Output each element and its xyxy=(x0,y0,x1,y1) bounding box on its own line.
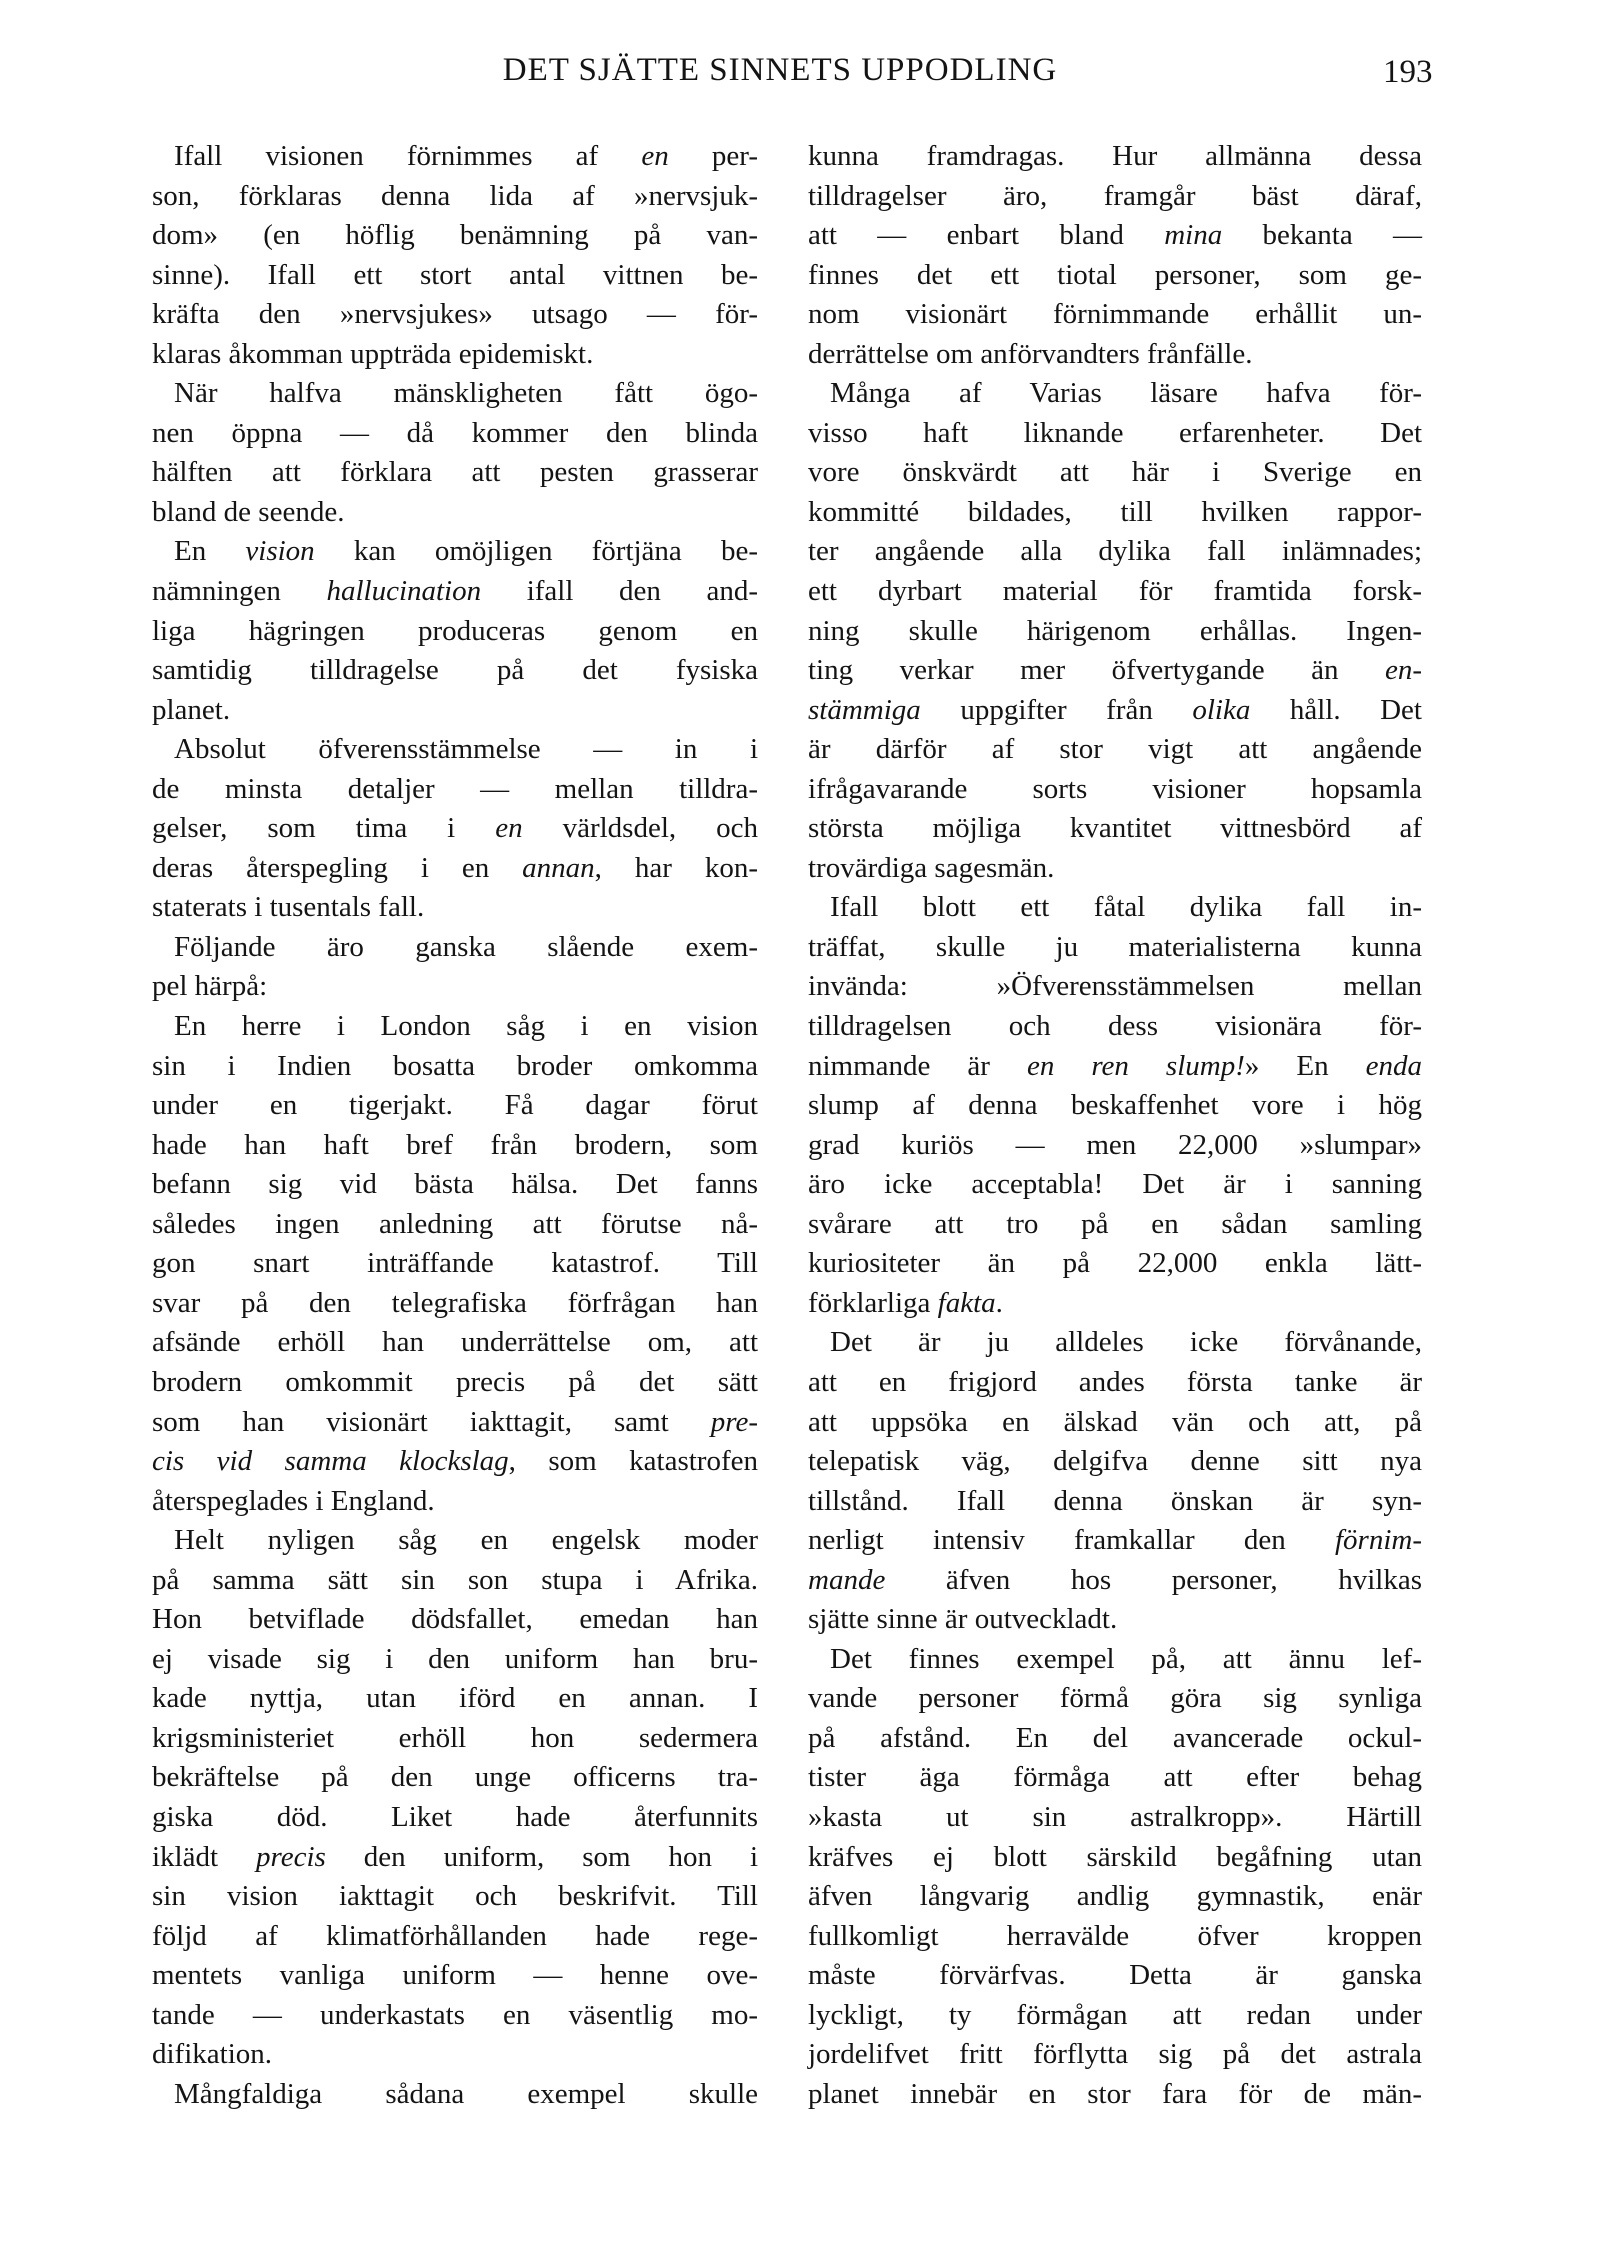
text-line xyxy=(152,1244,758,1284)
paragraph xyxy=(152,137,758,374)
text-line xyxy=(152,137,758,177)
text-line xyxy=(808,1600,1422,1640)
italic-text: en xyxy=(641,140,669,172)
text-line xyxy=(152,216,758,256)
text-line xyxy=(808,770,1422,810)
text-span: vande personer förmå göra sig synliga xyxy=(808,1682,1422,1715)
text-line xyxy=(152,374,758,414)
text-line xyxy=(152,1719,758,1759)
text-span: sin i Indien bosatta broder omkomma xyxy=(152,1049,758,1082)
text-line xyxy=(808,730,1422,770)
italic-text: fakta xyxy=(937,1286,996,1319)
page-number: 193 xyxy=(1383,54,1433,90)
text-span: » En xyxy=(1244,1049,1366,1082)
text-line xyxy=(808,1996,1422,2036)
text-span: afsände erhöll han underrättelse om, att xyxy=(152,1326,758,1359)
text-span: världsdel, och xyxy=(522,812,759,845)
text-line xyxy=(808,1047,1422,1087)
paragraph xyxy=(152,1521,758,2075)
text-line xyxy=(808,493,1422,533)
text-line xyxy=(152,493,758,533)
text-span: gon snart inträffande katastrof. Till xyxy=(152,1247,758,1280)
text-span: ting verkar mer öfvertygande än xyxy=(808,654,1385,687)
text-span: att uppsöka en älskad vän och att, på xyxy=(808,1405,1422,1438)
text-line xyxy=(152,1996,758,2036)
text-span: Helt nyligen såg en engelsk moder xyxy=(174,1524,758,1557)
text-span: finnes det ett tiotal personer, som ge- xyxy=(808,258,1422,291)
text-span: träffat, skulle ju materialisterna kunna xyxy=(808,930,1422,963)
text-line xyxy=(152,1165,758,1205)
italic-text: enda xyxy=(1365,1049,1422,1082)
text-span: deras återspegling i en xyxy=(152,851,523,884)
text-line xyxy=(152,1956,758,1996)
text-line xyxy=(808,1165,1422,1205)
text-span: tande — underkastats en väsentlig mo- xyxy=(152,1998,758,2031)
text-span: på afstånd. En del avancerade ockul- xyxy=(808,1721,1422,1754)
text-line xyxy=(152,849,758,889)
text-line xyxy=(808,1758,1422,1798)
text-span: således ingen anledning att förutse nå- xyxy=(152,1207,758,1240)
text-span: håll. Det xyxy=(1250,693,1422,726)
italic-text: olika xyxy=(1192,693,1251,726)
italic-text: förnim- xyxy=(1335,1524,1422,1557)
text-span: pel härpå: xyxy=(152,970,268,1003)
text-line xyxy=(808,967,1422,1007)
text-line xyxy=(152,1284,758,1324)
text-line xyxy=(152,928,758,968)
text-span: befann sig vid bästa hälsa. Det fanns xyxy=(152,1168,758,1201)
text-span: staterats i tusentals fall. xyxy=(152,891,425,924)
text-line xyxy=(808,849,1422,889)
text-line xyxy=(152,1086,758,1126)
text-line xyxy=(152,1323,758,1363)
text-line xyxy=(808,651,1422,691)
text-line xyxy=(808,1284,1422,1324)
text-line xyxy=(808,1442,1422,1482)
text-line xyxy=(152,1600,758,1640)
text-span: kuriositeter än på 22,000 enkla lätt- xyxy=(808,1247,1422,1280)
text-line xyxy=(808,809,1422,849)
text-span: Det finnes exempel på, att ännu lef- xyxy=(830,1642,1422,1675)
text-span: nämningen xyxy=(152,575,327,608)
text-line xyxy=(808,1640,1422,1680)
text-line xyxy=(808,888,1422,928)
text-span: sin vision iakttagit och beskrifvit. Till xyxy=(152,1880,758,1913)
text-span: klaras åkomman uppträda epidemiskt. xyxy=(152,337,594,370)
text-line xyxy=(808,928,1422,968)
text-line xyxy=(152,1482,758,1522)
paragraph xyxy=(808,137,1422,374)
text-line xyxy=(808,256,1422,296)
text-span: sjätte sinne är outveckladt. xyxy=(808,1603,1118,1636)
text-line xyxy=(808,572,1422,612)
text-span: bekräftelse på den unge officerns tra- xyxy=(152,1761,758,1794)
text-line xyxy=(808,295,1422,335)
italic-text: en ren slump! xyxy=(1026,1049,1245,1082)
paragraph xyxy=(808,888,1422,1323)
text-span: på samma sätt sin son stupa i Afrika. xyxy=(152,1563,758,1596)
paragraph xyxy=(152,2075,758,2115)
text-line xyxy=(808,1007,1422,1047)
text-span: svar på den telegrafiska förfrågan han xyxy=(152,1286,758,1319)
text-line xyxy=(808,2075,1422,2115)
text-line xyxy=(152,177,758,217)
text-span: ej visade sig i den uniform han bru- xyxy=(152,1642,758,1675)
paragraph xyxy=(152,374,758,532)
text-line xyxy=(808,1244,1422,1284)
text-line xyxy=(152,691,758,731)
text-span: liga hägringen produceras genom en xyxy=(152,614,758,647)
paragraph xyxy=(808,1640,1422,2115)
text-span: uppgifter från xyxy=(920,693,1193,726)
text-span: Absolut öfverensstämmelse — in i xyxy=(174,733,758,766)
text-line xyxy=(808,414,1422,454)
text-line xyxy=(808,1126,1422,1166)
italic-text: annan xyxy=(522,851,595,884)
text-line xyxy=(808,1403,1422,1443)
text-line xyxy=(152,453,758,493)
text-span: sinne). Ifall ett stort antal vittnen be- xyxy=(152,258,758,291)
text-line xyxy=(808,137,1422,177)
text-line xyxy=(152,809,758,849)
text-span: grad kuriös — men 22,000 »slumpar» xyxy=(808,1128,1422,1161)
text-span: . xyxy=(995,1286,1003,1319)
text-span: vore önskvärdt att här i Sverige en xyxy=(808,456,1422,489)
text-line xyxy=(152,2035,758,2075)
text-span: trovärdiga sagesmän. xyxy=(808,851,1055,884)
text-span: per- xyxy=(668,140,758,172)
text-span: son, förklaras denna lida af »nervsjuk- xyxy=(152,179,758,212)
text-span: hälften att förklara att pesten grasserar xyxy=(152,456,758,489)
text-span: giska död. Liket hade återfunnits xyxy=(152,1800,758,1833)
text-line xyxy=(808,612,1422,652)
text-line xyxy=(808,1917,1422,1957)
text-span: gelser, som tima i xyxy=(152,812,496,845)
text-span: nom visionärt förnimmande erhållit un- xyxy=(808,298,1422,331)
text-span: planet. xyxy=(152,693,231,726)
text-line xyxy=(808,216,1422,256)
text-line xyxy=(152,888,758,928)
paragraph xyxy=(152,730,758,928)
text-line xyxy=(808,177,1422,217)
text-line xyxy=(152,770,758,810)
italic-text: hallucination xyxy=(326,575,482,608)
text-line xyxy=(808,1838,1422,1878)
text-span: När halfva mänskligheten fått ögo- xyxy=(174,377,758,410)
running-title: DET SJÄTTE SINNETS UPPODLING xyxy=(502,52,1058,88)
text-span: kräfta den »nervsjukes» utsago — för- xyxy=(152,298,758,331)
text-span: ett dyrbart material för framtida forsk- xyxy=(808,575,1422,608)
italic-text: en- xyxy=(1384,654,1422,687)
italic-text: mina xyxy=(1164,219,1223,252)
text-span: nerligt intensiv framkallar den xyxy=(808,1524,1335,1557)
text-span: som han visionärt iakttagit, samt xyxy=(152,1405,711,1438)
text-line xyxy=(152,572,758,612)
text-line xyxy=(152,1403,758,1443)
text-span: telepatisk väg, delgifva denne sitt nya xyxy=(808,1445,1422,1478)
text-line xyxy=(808,691,1422,731)
text-line xyxy=(808,1679,1422,1719)
text-line xyxy=(152,967,758,1007)
text-span: kommitté bildades, till hvilken rappor- xyxy=(808,495,1422,528)
text-span: tilldragelser äro, framgår bäst däraf, xyxy=(808,179,1422,212)
paragraph xyxy=(808,374,1422,888)
text-span: jordelifvet fritt förflytta sig på det astrala xyxy=(808,2038,1422,2071)
text-span: Hon betviflade dödsfallet, emedan han xyxy=(152,1603,758,1636)
text-line xyxy=(152,2075,758,2115)
text-span: förklarliga xyxy=(808,1286,938,1319)
text-line xyxy=(808,2035,1422,2075)
text-span: ifrågavarande sorts visioner hopsamla xyxy=(808,772,1422,805)
text-span: Det är ju alldeles icke förvånande, xyxy=(830,1326,1422,1359)
text-line xyxy=(152,414,758,454)
text-line xyxy=(152,1561,758,1601)
text-line xyxy=(808,1798,1422,1838)
text-span: nimmande är xyxy=(808,1049,1027,1082)
text-span: de minsta detaljer — mellan tilldra- xyxy=(152,772,758,805)
text-span: är därför af stor vigt att angående xyxy=(808,733,1422,766)
text-span: derrättelse om anförvandters frånfälle. xyxy=(808,337,1253,370)
text-line xyxy=(152,730,758,770)
text-span: största möjliga kvantitet vittnesbörd af xyxy=(808,812,1422,845)
text-line xyxy=(152,1363,758,1403)
text-span: äfven långvarig andlig gymnastik, enär xyxy=(808,1880,1422,1913)
text-span: Många af Varias läsare hafva för- xyxy=(830,377,1422,410)
paragraph xyxy=(152,1007,758,1521)
text-span: samtidig tilldragelse på det fysiska xyxy=(152,654,758,687)
text-line xyxy=(808,335,1422,375)
text-span: , har kon- xyxy=(594,851,758,884)
text-span: bland de seende. xyxy=(152,495,345,528)
text-span: nen öppna — då kommer den blinda xyxy=(152,416,758,449)
text-span: Mångfaldiga sådana exempel skulle xyxy=(174,2077,758,2110)
text-span: »kasta ut sin astralkropp». Härtill xyxy=(808,1800,1422,1833)
text-line xyxy=(152,1126,758,1166)
paragraph xyxy=(152,928,758,1007)
text-line xyxy=(808,1482,1422,1522)
text-line xyxy=(152,1838,758,1878)
text-line xyxy=(152,295,758,335)
text-span: återspeglades i England. xyxy=(152,1484,435,1517)
text-span: tilldragelsen och dess visionära för- xyxy=(808,1010,1422,1043)
text-span: tillstånd. Ifall denna önskan är syn- xyxy=(808,1484,1422,1517)
text-line xyxy=(152,1007,758,1047)
text-span: , som katastrofen xyxy=(508,1445,758,1478)
text-line xyxy=(152,1758,758,1798)
text-span: lyckligt, ty förmågan att redan under xyxy=(808,1998,1422,2031)
text-span: under en tigerjakt. Få dagar förut xyxy=(152,1089,758,1122)
paragraph xyxy=(152,532,758,730)
text-column-left xyxy=(152,137,758,2114)
text-line xyxy=(152,651,758,691)
text-span: visso haft liknande erfarenheter. Det xyxy=(808,416,1422,449)
text-line xyxy=(152,1798,758,1838)
text-line xyxy=(152,1047,758,1087)
text-span: svårare att tro på en sådan samling xyxy=(808,1207,1422,1240)
text-line xyxy=(152,612,758,652)
text-span: krigsministeriet erhöll hon sedermera xyxy=(152,1721,758,1754)
text-line xyxy=(808,374,1422,414)
text-line xyxy=(152,1917,758,1957)
text-span: den uniform, som hon i xyxy=(325,1840,758,1873)
text-line xyxy=(808,1086,1422,1126)
text-span: Ifall visionen förnimmes af xyxy=(174,140,642,172)
text-line xyxy=(152,1521,758,1561)
text-span: ifall den and- xyxy=(481,575,758,608)
text-span: bekanta — xyxy=(1222,219,1423,252)
text-span: kade nyttja, utan iförd en annan. I xyxy=(152,1682,758,1715)
text-span: iklädt xyxy=(152,1840,256,1873)
text-span: dom» (en höflig benämning på van- xyxy=(152,219,758,252)
text-span: ning skulle härigenom erhållas. Ingen- xyxy=(808,614,1422,647)
text-span: äfven hos personer, hvilkas xyxy=(885,1563,1422,1596)
text-line xyxy=(152,256,758,296)
paragraph xyxy=(808,1323,1422,1639)
text-span: ter angående alla dylika fall inlämnades; xyxy=(808,535,1422,568)
text-line xyxy=(808,1956,1422,1996)
page-header xyxy=(0,52,1600,98)
text-line xyxy=(152,1640,758,1680)
text-span: hade han haft bref från brodern, som xyxy=(152,1128,758,1161)
text-line xyxy=(808,1363,1422,1403)
text-span: äro icke acceptabla! Det är i sanning xyxy=(808,1168,1422,1201)
text-line xyxy=(152,1442,758,1482)
text-line xyxy=(808,1719,1422,1759)
text-line xyxy=(152,1679,758,1719)
text-line xyxy=(152,532,758,572)
text-line xyxy=(808,1521,1422,1561)
text-span: tister äga förmåga att efter behag xyxy=(808,1761,1422,1794)
text-span: kunna framdragas. Hur allmänna dessa xyxy=(808,140,1422,172)
text-line xyxy=(152,1205,758,1245)
text-line xyxy=(152,1877,758,1917)
text-span: att en frigjord andes första tanke är xyxy=(808,1365,1422,1398)
text-span: kräfves ej blott särskild begåfning utan xyxy=(808,1840,1422,1873)
italic-text: vision xyxy=(245,535,315,568)
text-span: planet innebär en stor fara för de män- xyxy=(808,2077,1422,2110)
italic-text: precis xyxy=(256,1840,326,1873)
italic-text: mande xyxy=(808,1563,886,1596)
text-line xyxy=(808,453,1422,493)
text-span: kan omöjligen förtjäna be- xyxy=(314,535,758,568)
text-span: slump af denna beskaffenhet vore i hög xyxy=(808,1089,1422,1122)
text-column-right xyxy=(808,137,1422,2114)
text-line xyxy=(808,1323,1422,1363)
text-span: brodern omkommit precis på det sätt xyxy=(152,1365,758,1398)
text-line xyxy=(808,532,1422,572)
text-span: En herre i London såg i en vision xyxy=(174,1010,758,1043)
text-span: fullkomligt herravälde öfver kroppen xyxy=(808,1919,1422,1952)
text-line xyxy=(808,1877,1422,1917)
text-line xyxy=(808,1205,1422,1245)
text-span: Ifall blott ett fåtal dylika fall in- xyxy=(830,891,1422,924)
italic-text: pre- xyxy=(710,1405,758,1438)
text-span: En xyxy=(174,535,246,568)
italic-text: cis vid samma klockslag xyxy=(152,1445,509,1478)
text-span: difikation. xyxy=(152,2038,273,2071)
text-span: måste förvärfvas. Detta är ganska xyxy=(808,1959,1422,1992)
text-span: Följande äro ganska slående exem- xyxy=(174,930,758,963)
text-line xyxy=(808,1561,1422,1601)
italic-text: stämmiga xyxy=(808,693,921,726)
text-span: att — enbart bland xyxy=(808,219,1165,252)
text-span: invända: »Öfverensstämmelsen mellan xyxy=(808,970,1422,1003)
text-line xyxy=(152,335,758,375)
text-span: mentets vanliga uniform — henne ove- xyxy=(152,1959,758,1992)
italic-text: en xyxy=(495,812,523,845)
text-span: följd af klimatförhållanden hade rege- xyxy=(152,1919,758,1952)
